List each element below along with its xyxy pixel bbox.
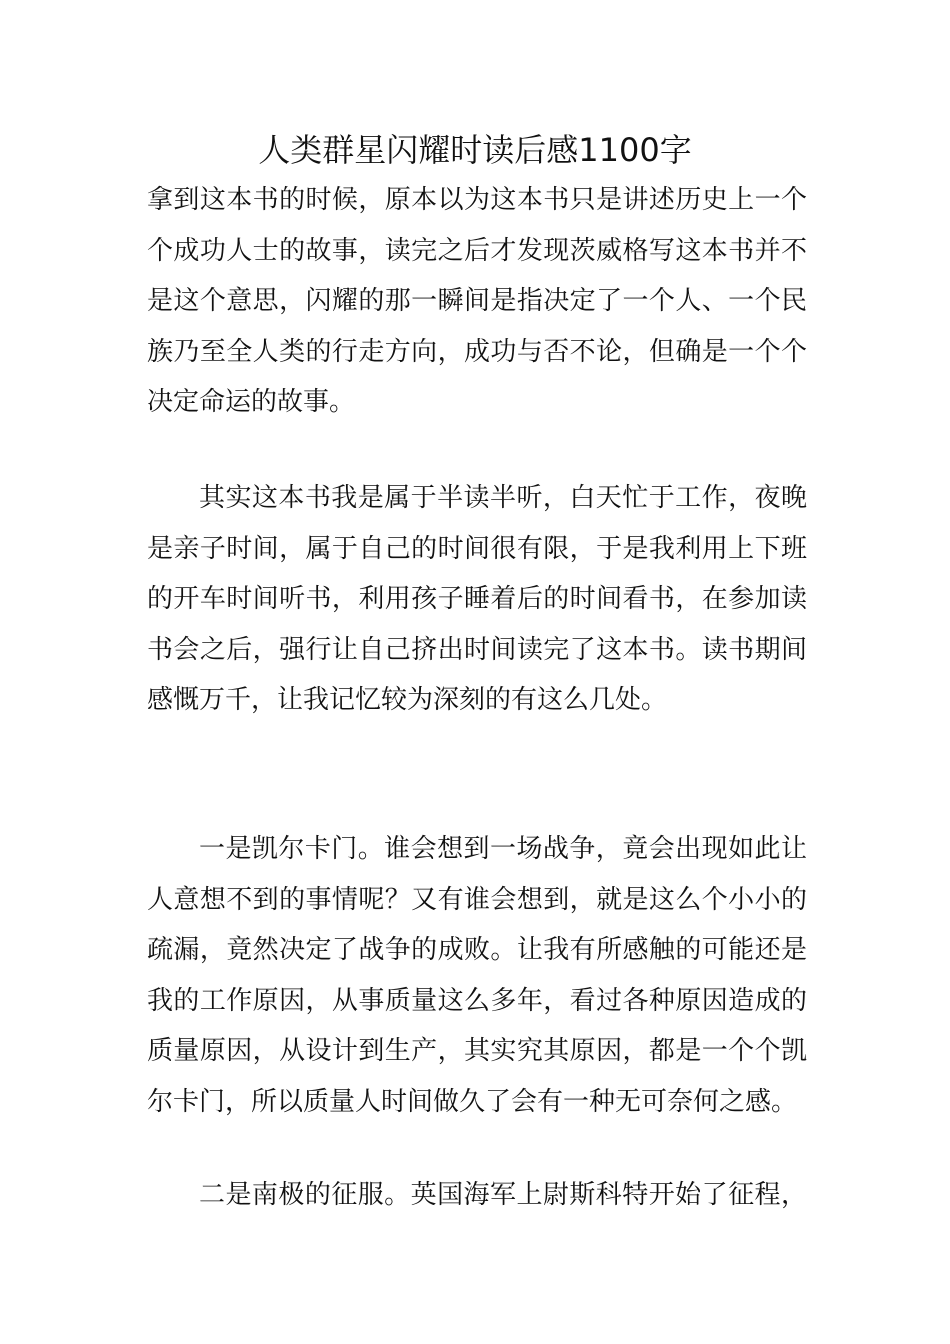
paragraph-line: 质量原因，从设计到生产，其实究其原因，都是一个个凯 [147, 1036, 807, 1066]
paragraph-line: 决定命运的故事。 [147, 387, 356, 417]
paragraph-line: 拿到这本书的时候，原本以为这本书只是讲述历史上一个 [147, 185, 807, 215]
paragraph-line: 是亲子时间，属于自己的时间很有限，于是我利用上下班 [147, 533, 807, 564]
paragraph-2 [147, 473, 807, 726]
paragraph-line: 族乃至全人类的行走方向，成功与否不论，但确是一个个 [147, 336, 807, 367]
paragraph-line: 的开车时间听书，利用孩子睡着后的时间看书，在参加读 [147, 584, 807, 614]
paragraph-line: 其实这本书我是属于半读半听，白天忙于工作，夜晚 [199, 483, 807, 513]
paragraph-line: 是这个意思，闪耀的那一瞬间是指决定了一个人、一个民 [147, 286, 807, 316]
paragraph-line: 个成功人士的故事，读完之后才发现茨威格写这本书并不 [147, 235, 807, 266]
paragraph-line: 我的工作原因，从事质量这么多年，看过各种原因造成的 [147, 985, 807, 1016]
paragraph-1 [147, 175, 807, 428]
paragraph-4 [147, 1170, 807, 1221]
paragraph-line: 书会之后，强行让自己挤出时间读完了这本书。读书期间 [147, 634, 807, 665]
paragraph-line: 尔卡门，所以质量人时间做久了会有一种无可奈何之感。 [147, 1086, 798, 1117]
paragraph-line: 二是南极的征服。英国海军上尉斯科特开始了征程， [199, 1180, 807, 1210]
paragraph-line: 一是凯尔卡门。谁会想到一场战争，竟会出现如此让 [199, 834, 807, 864]
paragraph-line: 人意想不到的事情呢？又有谁会想到，就是这么个小小的 [147, 884, 807, 915]
paragraph-3 [147, 824, 807, 1127]
document-title: 人类群星闪耀时读后感1100字 [258, 131, 692, 169]
paragraph-line: 疏漏，竟然决定了战争的成败。让我有所感触的可能还是 [147, 935, 807, 965]
paragraph-line: 感慨万千，让我记忆较为深刻的有这么几处。 [147, 685, 668, 715]
